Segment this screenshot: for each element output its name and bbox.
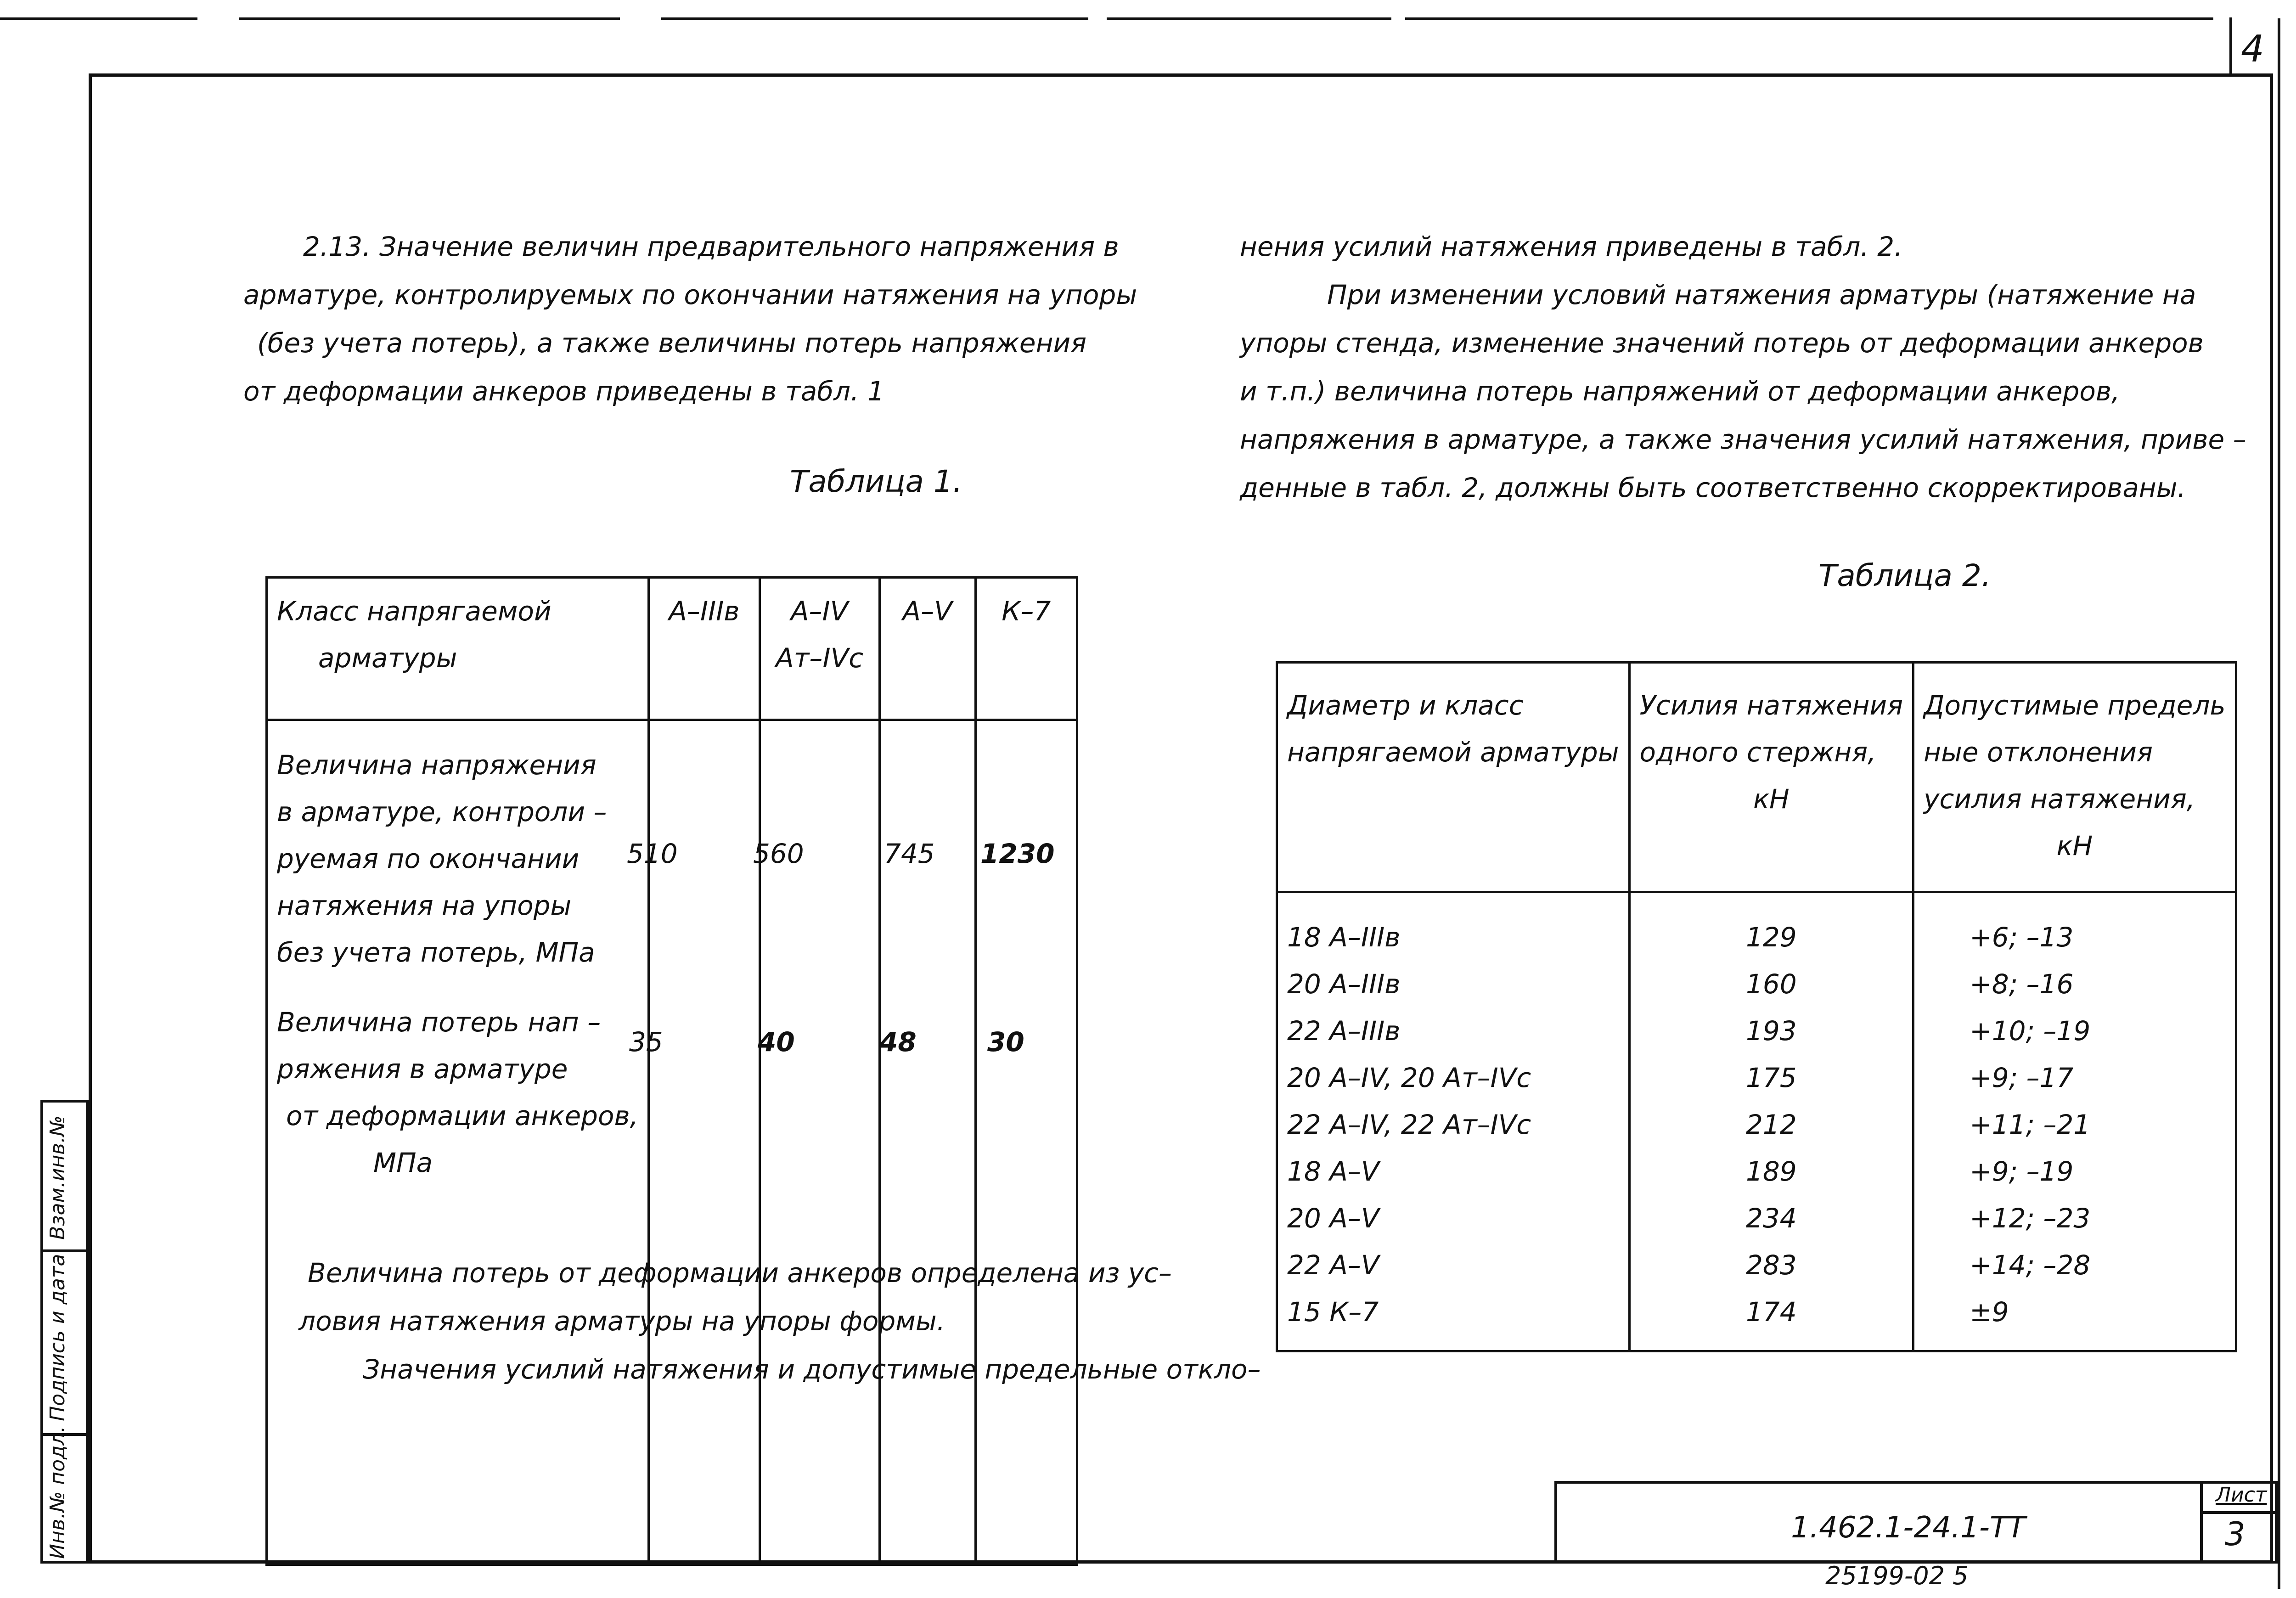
table2-header-tolerance: Допустимые предель ные отклонения усилия натяжения, кН bbox=[1913, 663, 2236, 892]
side-stamp-signature: Подпись и дата bbox=[46, 1254, 69, 1421]
table2-row: 20 А–IV, 20 Ат–IVс bbox=[1287, 1062, 1531, 1093]
table2-row: 22 А–V bbox=[1287, 1249, 1379, 1281]
table2-col-diameter bbox=[1277, 892, 1630, 1351]
table2-body bbox=[1277, 892, 2236, 1351]
title-block-left-edge bbox=[1554, 1481, 1557, 1564]
table2-header-force: Усилия натяжения одного стержня, кН bbox=[1629, 663, 1913, 892]
table2 bbox=[1276, 661, 2237, 1352]
left-paragraph: 2.13. Значение величин предварительного напряжения в арматуре, контролируемых по окончании натяжения на упоры (без учета потерь), а также величины потерь напряжения от деформации анкеров приведены в табл. 1 bbox=[243, 231, 1137, 407]
page-number-divider bbox=[2229, 17, 2232, 75]
table2-row: 18 А–IIIв bbox=[1287, 922, 1401, 953]
table1-header-row bbox=[267, 578, 1077, 720]
right-paragraph: нения усилий натяжения приведены в табл. 2. При изменении условий натяжения арматуры (натяжение на упоры стенда, изменение значений потерь от деформации анкеров и т.п.) величина потерь напряжений от деформации анкеров, напряжения в арматуре, а также значения усилий натяжения, приве – денные в табл. 2, должны быть соответственно скорректированы. bbox=[1240, 231, 2246, 503]
table2-row: 18 А–V bbox=[1287, 1156, 1379, 1187]
table1-value: 1230 bbox=[980, 838, 1055, 869]
below-table-text: Величина потерь от деформации анкеров определена из ус– ловия натяжения арматуры на упоры формы. Значения усилий натяжения и допустимые предельные откло– bbox=[298, 1257, 1261, 1385]
sheet-label: Лист bbox=[2216, 1483, 2267, 1507]
table2-header-diameter: Диаметр и класс напрягаемой арматуры bbox=[1277, 663, 1630, 892]
table1-header-a5: А–V bbox=[879, 578, 975, 720]
table2-caption: Таблица 2. bbox=[1818, 558, 1991, 593]
table1-header-a4: А–IV Ат–IVс bbox=[760, 578, 879, 720]
table1-value: 510 bbox=[627, 838, 678, 869]
table2-col-force: 129 160 193 175 212 189 234 283 174 bbox=[1629, 892, 1913, 1351]
bottom-code: 25199-02 5 bbox=[1825, 1561, 1969, 1590]
top-line bbox=[0, 17, 197, 20]
side-stamp-inv: Инв.№ подл. bbox=[46, 1426, 69, 1559]
table1-value: 745 bbox=[884, 838, 935, 869]
table1 bbox=[265, 576, 1078, 1566]
table2-col-tolerance: +6; –13 +8; –16 +10; –19 +9; –17 +11; –21 +9; –19 +12; –23 +14; –28 ±9 bbox=[1913, 892, 2236, 1351]
top-line bbox=[661, 17, 1088, 20]
table1-labels: Величина напряжения в арматуре, контроли – руемая по окончании натяжения на упоры без учета потерь, МПа Величина потерь нап – ряжения в арматуре от деформации анкеров, МПа bbox=[267, 720, 649, 1565]
table2-row: 20 А–V bbox=[1287, 1203, 1379, 1234]
table1-value: 560 bbox=[753, 838, 804, 869]
table2-row: 22 А–IV, 22 Ат–IVс bbox=[1287, 1109, 1531, 1140]
table1-value: 30 bbox=[987, 1026, 1024, 1058]
table1-caption: Таблица 1. bbox=[790, 464, 962, 499]
right-cut-line bbox=[2278, 18, 2280, 1589]
table2-header-row bbox=[1277, 663, 2236, 892]
table2-row: 15 К–7 bbox=[1287, 1296, 1379, 1328]
top-line bbox=[239, 17, 620, 20]
table1-header-class: Класс напрягаемой арматуры bbox=[267, 578, 649, 720]
table2-row: 22 А–IIIв bbox=[1287, 1015, 1401, 1047]
table2-row: 20 А–IIIв bbox=[1287, 968, 1401, 1000]
top-line bbox=[1405, 17, 2213, 20]
document-code: 1.462.1-24.1-ТТ bbox=[1791, 1511, 2026, 1545]
top-line bbox=[1107, 17, 1391, 20]
sheet-number: 3 bbox=[2225, 1515, 2245, 1553]
table1-value: 40 bbox=[758, 1026, 795, 1058]
table1-value: 35 bbox=[629, 1026, 663, 1058]
table1-header-a3v: А–IIIв bbox=[649, 578, 760, 720]
table1-header-k7: К–7 bbox=[975, 578, 1077, 720]
table1-value: 48 bbox=[879, 1026, 917, 1058]
page-number: 4 bbox=[2241, 28, 2264, 70]
side-stamp-replace: Взам.инв.№ bbox=[46, 1115, 69, 1240]
